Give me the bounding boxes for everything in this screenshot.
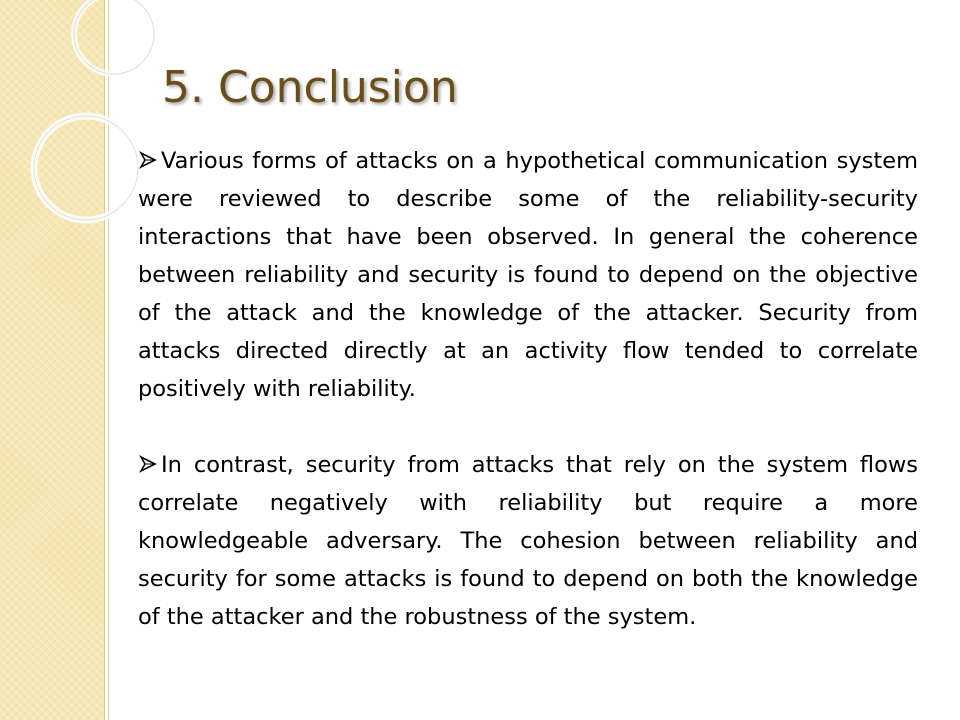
- arrowhead-bullet-icon: [138, 150, 158, 170]
- bullet-item: [138, 446, 918, 636]
- slide-title: 5. Conclusion: [162, 62, 458, 113]
- bullet-text: In contrast, security from attacks that rely on the system flows correlate negatively with reliability but require a more knowledgeable adversary. The cohesion between reliability and security for some attacks is found to depend on both the knowledge of the attacker and the robustness of the system.: [138, 452, 918, 630]
- slide-body: [138, 142, 918, 636]
- bullet-text: Various forms of attacks on a hypothetical communication system were reviewed to describe some of the reliability-security interactions that have been observed. In general the coherence between reliability and security is found to depend on the objective of the attack and the knowledge of the attacker. Security from attacks directed directly at an activity flow tended to correlate positively with reliability.: [138, 148, 918, 402]
- arrowhead-bullet-icon: [138, 454, 158, 474]
- bullet-item: [138, 142, 918, 408]
